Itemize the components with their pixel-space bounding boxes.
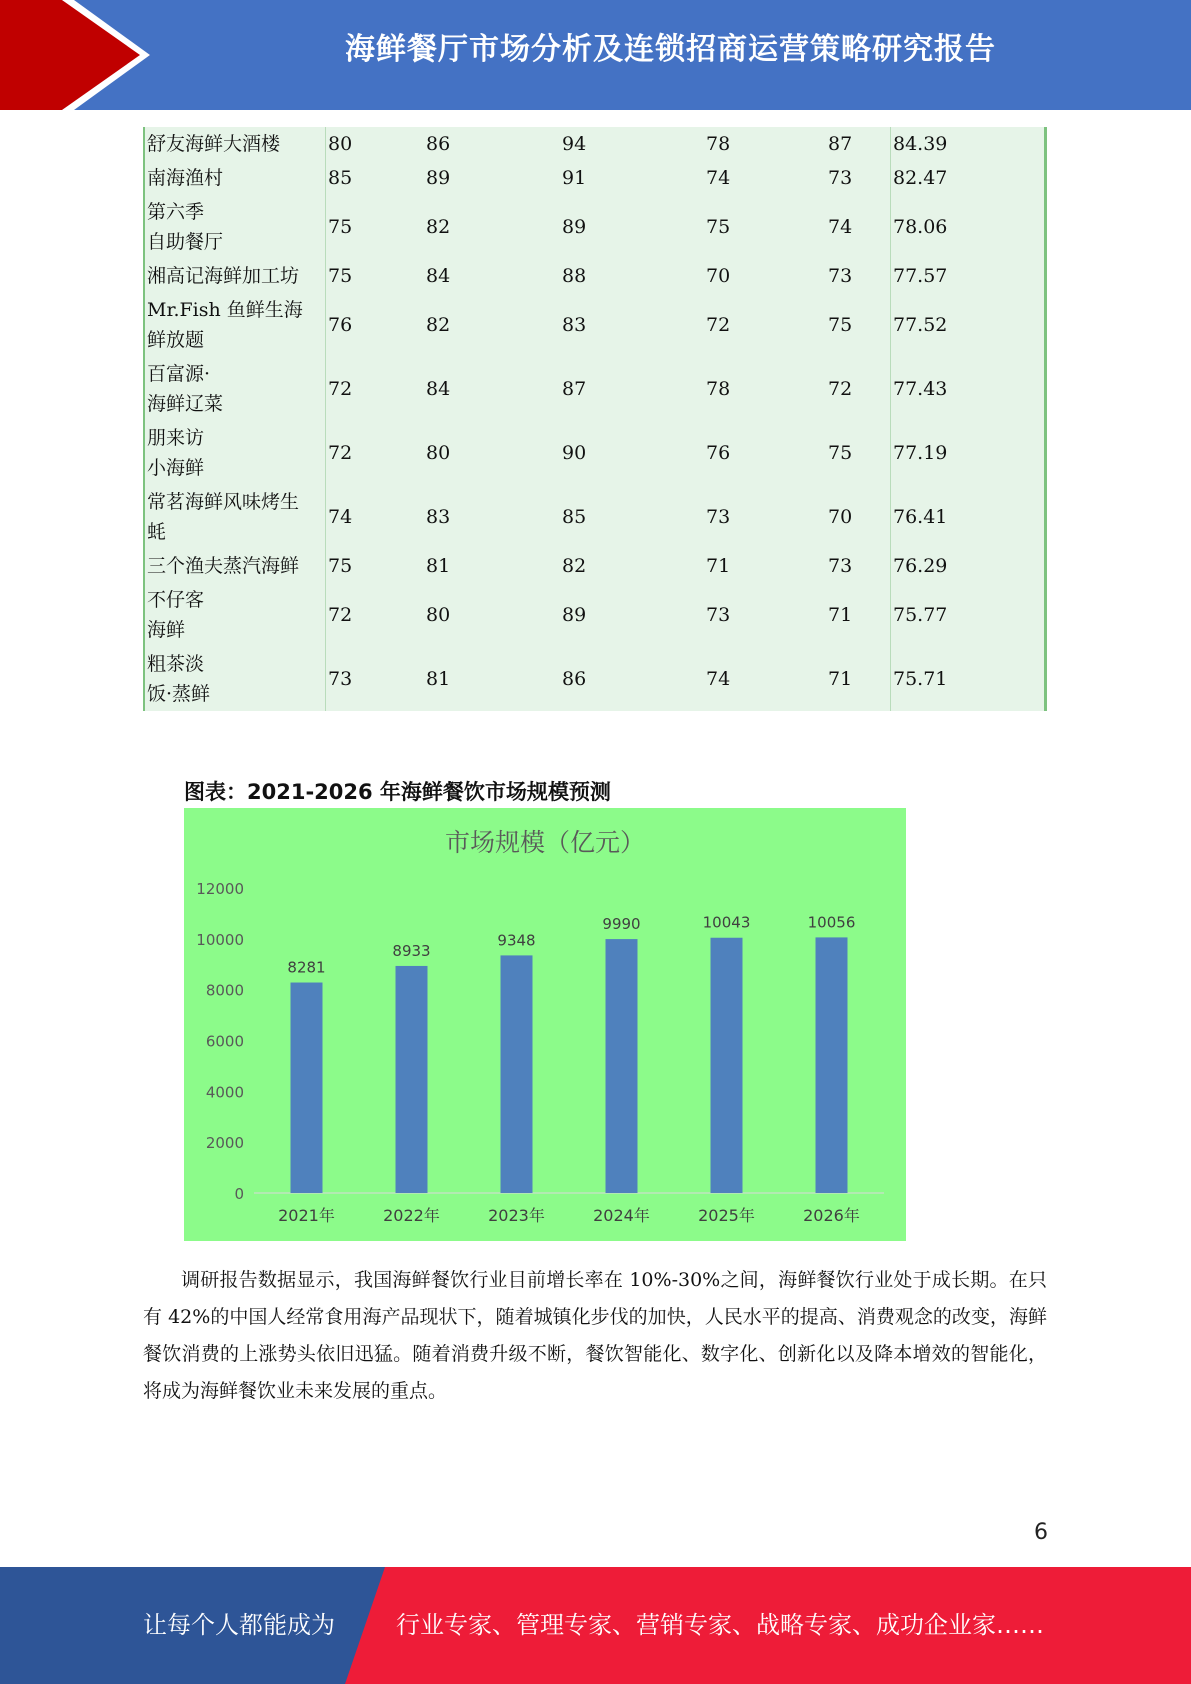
data-label: 9990: [602, 915, 641, 934]
table-row: [144, 161, 1046, 195]
footer-slogan-left: 让每个人都能成为: [143, 1611, 335, 1639]
score-cell: 75: [326, 549, 425, 583]
y-tick-label: 6000: [205, 1032, 244, 1051]
score-cell: 78: [706, 378, 731, 400]
score-cell: 78: [706, 133, 731, 155]
score-cell: 75: [828, 314, 853, 336]
total-score-cell: 84.39: [891, 127, 1046, 161]
x-tick-label: 2021年: [278, 1206, 335, 1225]
score-cell: 75: [326, 259, 425, 293]
ranking-table-container: [143, 127, 1047, 711]
score-cell: 82: [426, 314, 451, 336]
table-row: [144, 195, 1046, 259]
y-tick-label: 12000: [196, 880, 244, 898]
score-cell: 74: [706, 167, 731, 189]
score-cell: 83: [426, 506, 451, 528]
score-cell: 82: [562, 555, 587, 577]
report-title: 海鲜餐厅市场分析及连锁招商运营策略研究报告: [345, 32, 996, 67]
score-cell: 70: [828, 506, 853, 528]
restaurant-name-cell: Mr.Fish 鱼鲜生海 鲜放题: [147, 299, 303, 351]
ranking-table: [143, 127, 1047, 711]
restaurant-name-cell: 南海渔村: [147, 167, 224, 189]
y-tick-label: 4000: [205, 1083, 244, 1102]
total-score-cell: 76.29: [891, 549, 1046, 583]
score-cell: 75: [326, 195, 425, 259]
restaurant-name-cell: 舒友海鲜大酒楼: [147, 133, 281, 155]
chart-svg: [184, 808, 906, 1241]
restaurant-name-cell: 朋来访 小海鲜: [147, 427, 205, 479]
page-header: [0, 0, 1191, 110]
restaurant-name-cell: 湘高记海鲜加工坊: [147, 265, 300, 287]
market-size-chart: [184, 808, 906, 1241]
score-cell: 70: [706, 265, 731, 287]
total-score-cell: 82.47: [891, 161, 1046, 195]
body-paragraph: 调研报告数据显示，我国海鲜餐饮行业目前增长率在 10%-30%之间，海鲜餐饮行业处于成长期。在只有 42%的中国人经常食用海产品现状下，随着城镇化步伐的加快，人民水平的提高、消费观念的改变，海鲜餐饮消费的上涨势头依旧迅猛。随着消费升级不断，餐饮智能化、数字化、创新化以及降本增效的智能化，将成为海鲜餐饮业未来发展的重点。: [143, 1269, 1047, 1402]
score-cell: 85: [562, 506, 587, 528]
restaurant-name-cell: 不仔客 海鲜: [147, 589, 205, 641]
x-tick-label: 2023年: [488, 1206, 545, 1225]
score-cell: 72: [326, 357, 425, 421]
table-row: [144, 127, 1046, 161]
restaurant-name-cell: 第六季 自助餐厅: [147, 201, 224, 253]
chart-caption: 图表：2021-2026 年海鲜餐饮市场规模预测: [184, 780, 611, 804]
score-cell: 80: [326, 127, 425, 161]
footer-slogan-right: 行业专家、管理专家、营销专家、战略专家、成功企业家……: [396, 1611, 1044, 1639]
score-cell: 82: [426, 216, 451, 238]
total-score-cell: 77.57: [891, 259, 1046, 293]
data-label: 8933: [392, 941, 431, 960]
restaurant-name-cell: 常茗海鲜风味烤生 蚝: [147, 491, 300, 543]
data-label: 10056: [807, 913, 856, 932]
score-cell: 74: [706, 668, 731, 690]
chart-title: 市场规模（亿元）: [444, 828, 646, 857]
score-cell: 72: [326, 583, 425, 647]
score-cell: 84: [426, 265, 451, 287]
score-cell: 80: [426, 442, 451, 464]
score-cell: 85: [326, 161, 425, 195]
y-tick-label: 2000: [205, 1134, 244, 1153]
score-cell: 72: [706, 314, 731, 336]
bar: [816, 937, 848, 1193]
score-cell: 87: [828, 133, 853, 155]
score-cell: 76: [326, 293, 425, 357]
bar: [606, 939, 638, 1193]
page-footer: [0, 1567, 1191, 1684]
header-arrow-icon: [0, 0, 150, 110]
score-cell: 81: [426, 668, 451, 690]
y-tick-label: 10000: [196, 930, 244, 949]
total-score-cell: 78.06: [891, 195, 1046, 259]
table-row: [144, 647, 1046, 711]
table-row: [144, 259, 1046, 293]
score-cell: 89: [426, 167, 451, 189]
score-cell: 86: [426, 133, 451, 155]
score-cell: 88: [562, 265, 587, 287]
total-score-cell: 76.41: [891, 485, 1046, 549]
bar: [291, 983, 323, 1193]
bar: [396, 966, 428, 1193]
score-cell: 76: [706, 442, 731, 464]
x-tick-label: 2024年: [593, 1206, 650, 1225]
score-cell: 71: [828, 604, 853, 626]
score-cell: 84: [426, 378, 451, 400]
bar: [711, 938, 743, 1193]
score-cell: 89: [562, 604, 587, 626]
score-cell: 94: [562, 133, 587, 155]
score-cell: 75: [706, 216, 731, 238]
score-cell: 83: [562, 314, 587, 336]
total-score-cell: 75.77: [891, 583, 1046, 647]
page-number: 6: [1034, 1520, 1048, 1545]
y-tick-label: 8000: [205, 981, 244, 1000]
score-cell: 73: [706, 506, 731, 528]
score-cell: 75: [828, 442, 853, 464]
score-cell: 90: [562, 442, 587, 464]
score-cell: 80: [426, 604, 451, 626]
data-label: 8281: [287, 958, 326, 977]
score-cell: 89: [562, 216, 587, 238]
table-row: [144, 357, 1046, 421]
table-row: [144, 485, 1046, 549]
total-score-cell: 77.52: [891, 293, 1046, 357]
score-cell: 74: [326, 485, 425, 549]
total-score-cell: 77.19: [891, 421, 1046, 485]
score-cell: 87: [562, 378, 587, 400]
data-label: 10043: [702, 913, 751, 932]
restaurant-name-cell: 百富源· 海鲜辽菜: [147, 363, 224, 415]
table-row: [144, 421, 1046, 485]
x-tick-label: 2022年: [383, 1206, 440, 1225]
x-tick-label: 2025年: [698, 1206, 755, 1225]
score-cell: 73: [828, 167, 853, 189]
score-cell: 86: [562, 668, 587, 690]
table-row: [144, 549, 1046, 583]
restaurant-name-cell: 三个渔夫蒸汽海鲜: [147, 555, 300, 577]
score-cell: 91: [562, 167, 587, 189]
score-cell: 73: [706, 604, 731, 626]
table-row: [144, 293, 1046, 357]
score-cell: 71: [828, 668, 853, 690]
restaurant-name-cell: 粗茶淡 饭·蒸鲜: [147, 653, 211, 705]
total-score-cell: 77.43: [891, 357, 1046, 421]
score-cell: 74: [828, 216, 853, 238]
score-cell: 81: [426, 555, 451, 577]
score-cell: 72: [326, 421, 425, 485]
score-cell: 73: [828, 265, 853, 287]
bar: [501, 955, 533, 1193]
data-label: 9348: [497, 931, 536, 950]
score-cell: 71: [706, 555, 731, 577]
table-row: [144, 583, 1046, 647]
score-cell: 73: [326, 647, 425, 711]
score-cell: 72: [828, 378, 853, 400]
total-score-cell: 75.71: [891, 647, 1046, 711]
x-tick-label: 2026年: [803, 1206, 860, 1225]
y-tick-label: 0: [234, 1185, 244, 1203]
score-cell: 73: [828, 555, 853, 577]
